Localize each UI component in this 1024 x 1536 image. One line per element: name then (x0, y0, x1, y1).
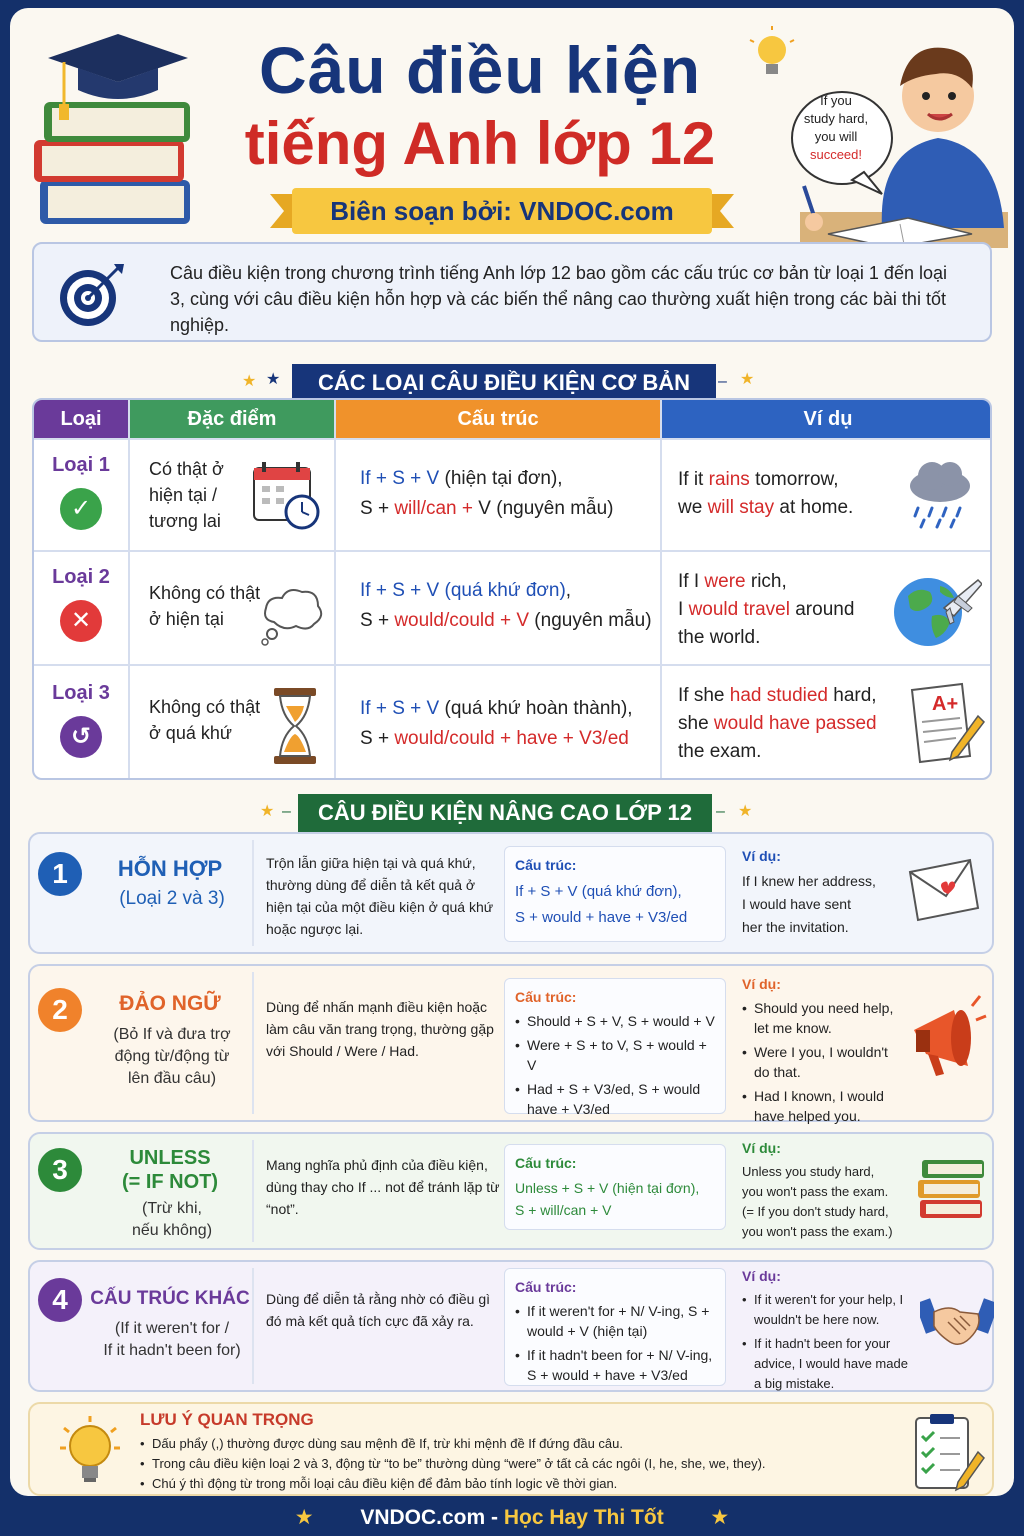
example-text: the world. (678, 627, 761, 648)
star-icon: ★ (266, 371, 281, 388)
dash-icon: – (716, 803, 725, 820)
card-description: Trộn lẫn giữa hiện tại và quá khứ, thường dùng để diễn tả kết quả ở hiện tại của một điều kiện ở quá khứ hoặc ngược lại. (266, 855, 494, 937)
structure-item: • Were + S + to V, S + would + V (515, 1035, 715, 1075)
structure-modal: would/could (394, 610, 495, 631)
row-type-label: Loại 2 (52, 566, 110, 588)
example-text: we (678, 497, 708, 518)
card-structure-box (504, 846, 726, 942)
example-line: Unless you study hard, (742, 1164, 875, 1179)
card-subtitle (92, 1318, 252, 1362)
subtitle-line: nếu không) (131, 1222, 213, 1239)
intro-text: Câu điều kiện trong chương trình tiếng Anh lớp 12 bao gồm các cấu trúc cơ bản từ loại 1 đến loại 3, cùng với câu điều kiện hỗn hợp và các biến thể nâng cao thường xuất hiện trong các bài thi tốt nghiệp. (170, 263, 947, 335)
title-line: UNLESS (129, 1147, 211, 1169)
row-example (678, 568, 898, 652)
card-example (742, 1138, 912, 1242)
book-stack-icon (916, 1158, 988, 1222)
example-text: If I (678, 571, 705, 592)
structure-list (515, 1301, 715, 1385)
card-description: Dùng để diễn tả rằng nhờ có điều gì đó mà kết quả tích cực đã xảy ra. (266, 1291, 491, 1329)
row-example (678, 682, 898, 766)
example-highlight: were (704, 571, 746, 592)
cross-icon: ✕ (60, 600, 102, 642)
thought-cloud-icon (260, 586, 326, 646)
example-text: at home. (774, 497, 854, 518)
table-header-feature: Đặc điểm (130, 400, 334, 438)
example-text: around (789, 599, 855, 620)
subtitle-line: (Bỏ If và đưa trợ (113, 1026, 231, 1043)
row-type-label: Loại 1 (52, 454, 110, 476)
feature-line: hiện tại / (149, 485, 218, 505)
structure-label: Cấu trúc: (515, 1279, 577, 1295)
example-line: I would have sent (742, 896, 851, 912)
row-example (678, 466, 908, 522)
structure-list (515, 1011, 715, 1119)
table-row (34, 550, 992, 664)
structure-label: Cấu trúc: (515, 989, 577, 1005)
speech-line: you will (814, 129, 858, 144)
checklist-clipboard-icon (912, 1412, 988, 1492)
subtitle-line: (Trừ khi, (142, 1200, 202, 1217)
speech-line: succeed! (809, 147, 863, 162)
note-item: • Trong câu điều kiện loại 2 và 3, động từ “to be” thường dùng “were” ở tất cả các ngôi (I, he, she, we, they). (140, 1454, 940, 1474)
structure-if-note: (quá khứ hoàn thành), (439, 698, 633, 719)
important-notes (28, 1402, 994, 1496)
row-structure (360, 576, 652, 636)
example-text: hard, (828, 685, 877, 706)
feature-line: tương lai (149, 511, 221, 531)
feature-line: Có thật ở (149, 459, 224, 479)
structure-main: S + (360, 728, 395, 749)
subtitle-line: If it hadn't been for) (103, 1342, 241, 1359)
example-item: • Were I you, I wouldn't do that. (742, 1042, 902, 1082)
card-number: 2 (38, 988, 82, 1032)
structure-if: If + S + V (360, 468, 440, 489)
example-text: tomorrow, (749, 469, 839, 490)
example-highlight: had studied (729, 685, 828, 706)
structure-modal: will/can (394, 498, 457, 519)
structure-plus: + (494, 610, 517, 631)
structure-verb: V (516, 610, 530, 631)
subtitle-line: lên đầu câu) (127, 1070, 217, 1087)
card-title: ĐẢO NGỮ (119, 992, 221, 1015)
structure-plus: + (456, 498, 479, 519)
star-icon: ★ (738, 803, 753, 820)
structure-item: • If it hadn't been for + N/ V-ing, S + would + have + V3/ed (515, 1345, 715, 1385)
example-item: • Should you need help, let me know. (742, 998, 902, 1038)
card-title (90, 1146, 250, 1194)
section-title-advanced: CÂU ĐIỀU KIỆN NÂNG CAO LỚP 12 (298, 794, 712, 832)
example-line: (= If you don't study hard, (742, 1204, 889, 1219)
footer (0, 1500, 1024, 1536)
target-icon (56, 260, 126, 330)
structure-note: (nguyên mẫu) (529, 610, 652, 631)
example-text: rich, (745, 571, 787, 592)
star-icon: ★ (710, 1506, 730, 1529)
rain-cloud-icon (904, 458, 976, 530)
structure-item: • Should + S + V, S + would + V (515, 1011, 715, 1031)
page-title-line1: Câu điều kiện (258, 33, 702, 107)
row-feature (149, 580, 260, 632)
handshake-icon (920, 1292, 994, 1356)
card-example (742, 846, 902, 939)
advanced-card-unless (28, 1132, 994, 1250)
structure-line: Unless + S + V (hiện tại đơn), (515, 1180, 700, 1196)
example-line: her the invitation. (742, 919, 849, 935)
undo-icon: ↺ (60, 716, 102, 758)
speech-line: study hard, (803, 111, 869, 126)
structure-if: If + S + V (360, 698, 440, 719)
check-icon: ✓ (60, 488, 102, 530)
calendar-clock-icon (252, 460, 322, 530)
note-item: • Chú ý thì động từ trong mỗi loại câu điều kiện để đảm bảo tính logic về thời gian. (140, 1474, 940, 1494)
example-line: you won't pass the exam. (742, 1184, 889, 1199)
example-highlight: rains (708, 469, 750, 490)
example-text: the exam. (678, 741, 762, 762)
advanced-card-mixed (28, 832, 994, 954)
structure-label: Cấu trúc: (515, 1155, 577, 1171)
example-list (742, 998, 902, 1126)
structure-verb: V (478, 498, 491, 519)
example-label: Ví dụ: (742, 1268, 781, 1284)
note-item: • Dấu phẩy (,) thường được dùng sau mệnh đề If, trừ khi mệnh đề If đứng đầu câu. (140, 1434, 940, 1454)
subtitle-line: động từ/động từ (114, 1048, 230, 1065)
example-text: I (678, 599, 689, 620)
example-item: • If it hadn't been for your advice, I would have made a big mistake. (742, 1334, 918, 1394)
advanced-card-other (28, 1260, 994, 1392)
structure-line: If + S + V (quá khứ đơn), (515, 883, 682, 900)
hourglass-icon (272, 686, 318, 766)
example-text: If she (678, 685, 730, 706)
page-title-line2: tiếng Anh lớp 12 (244, 110, 716, 177)
row-structure (360, 694, 633, 754)
megaphone-icon (908, 990, 988, 1086)
example-label: Ví dụ: (742, 848, 781, 864)
structure-line: S + will/can + V (515, 1202, 612, 1218)
feature-line: ở hiện tại (149, 609, 224, 629)
love-letter-icon (906, 858, 982, 924)
author-ribbon: Biên soạn bởi: VNDOC.com (292, 188, 712, 234)
card-title: HỖN HỢP (117, 856, 223, 881)
feature-line: Không có thật (149, 583, 261, 603)
card-structure-box (504, 978, 726, 1117)
row-type-label: Loại 3 (52, 682, 110, 704)
example-highlight: will stay (707, 497, 775, 518)
speech-line: If you (820, 93, 852, 108)
card-number: 3 (38, 1148, 82, 1192)
subtitle-line: (If it weren't for / (114, 1320, 230, 1337)
feature-line: ở quá khứ (149, 723, 232, 743)
card-structure-box (504, 1268, 726, 1386)
card-description: Dùng để nhấn mạnh điều kiện hoặc làm câu văn trang trọng, thường gặp với Should / Were / Had. (266, 999, 494, 1059)
example-line: you won't pass the exam.) (742, 1224, 893, 1239)
row-feature (149, 456, 224, 534)
star-icon: ★ (242, 373, 257, 390)
globe-airplane-icon (892, 568, 982, 650)
card-title: CẤU TRÚC KHÁC (90, 1288, 250, 1309)
example-list (742, 1290, 918, 1394)
table-row (34, 438, 992, 550)
feature-line: Không có thật (149, 697, 261, 717)
basic-conditionals-table (32, 398, 992, 780)
footer-separator: - (485, 1506, 504, 1529)
structure-item: • Had + S + V3/ed, S + would have + V3/ed (515, 1079, 715, 1119)
card-subtitle (92, 1024, 252, 1090)
card-description: Mang nghĩa phủ định của điều kiện, dùng thay cho If ... not để tránh lặp từ “not”. (266, 1157, 500, 1217)
card-example (742, 1266, 918, 1398)
card-number: 1 (38, 852, 82, 896)
books-graduation-cap-icon (28, 28, 208, 238)
structure-if-note: (hiện tại đơn), (439, 468, 563, 489)
structure-main: S + (360, 610, 395, 631)
card-example (742, 974, 902, 1130)
structure-item: • If it weren't for + N/ V-ing, S + would + V (hiện tại) (515, 1301, 715, 1341)
star-icon: ★ (740, 371, 755, 388)
footer-slogan: Học Hay Thi Tốt (503, 1506, 664, 1529)
title-line: (= IF NOT) (121, 1171, 219, 1193)
intro-box (32, 242, 992, 342)
dash-icon: – (718, 373, 727, 390)
dash-icon: – (282, 803, 291, 820)
notes-list (140, 1434, 940, 1494)
structure-modal: would/could + have + V3/ed (394, 728, 629, 749)
speech-bubble-text (786, 92, 886, 164)
structure-if-note: , (565, 580, 572, 601)
section-title-basic: CÁC LOẠI CÂU ĐIỀU KIỆN CƠ BẢN (292, 364, 716, 402)
infographic-page (10, 8, 1014, 1496)
footer-brand: VNDOC.com (360, 1506, 486, 1529)
structure-main: S + (360, 498, 395, 519)
structure-note: (nguyên mẫu) (490, 498, 614, 519)
row-feature (149, 694, 260, 746)
example-label: Ví dụ: (742, 1140, 781, 1156)
exam-paper-icon (906, 680, 986, 770)
lightbulb-icon (58, 1414, 122, 1488)
notes-title: LƯU Ý QUAN TRỌNG (140, 1410, 314, 1429)
example-highlight: would have passed (713, 713, 877, 734)
table-header-example: Ví dụ (662, 400, 992, 438)
star-icon: ★ (294, 1506, 314, 1529)
card-structure-box (504, 1144, 726, 1230)
table-row (34, 664, 992, 780)
structure-label: Cấu trúc: (515, 857, 577, 873)
example-text: she (678, 713, 714, 734)
example-item: • If it weren't for your help, I wouldn't be here now. (742, 1290, 918, 1330)
example-highlight: would travel (688, 599, 790, 620)
table-header-type: Loại (34, 400, 128, 438)
svg-text:A+: A+ (932, 693, 959, 715)
row-structure (360, 464, 614, 524)
table-header-structure: Cấu trúc (336, 400, 660, 438)
star-icon: ★ (260, 803, 275, 820)
structure-if: If + S + V (quá khứ đơn) (360, 580, 566, 601)
advanced-card-inversion (28, 964, 994, 1122)
example-text: If it (678, 469, 709, 490)
example-label: Ví dụ: (742, 976, 781, 992)
example-line: If I knew her address, (742, 873, 876, 889)
example-item: • Had I known, I would have helped you. (742, 1086, 902, 1126)
structure-line: S + would + have + V3/ed (515, 909, 688, 926)
card-subtitle (92, 1198, 252, 1242)
card-number: 4 (38, 1278, 82, 1322)
card-subtitle: (Loại 2 và 3) (119, 888, 225, 909)
